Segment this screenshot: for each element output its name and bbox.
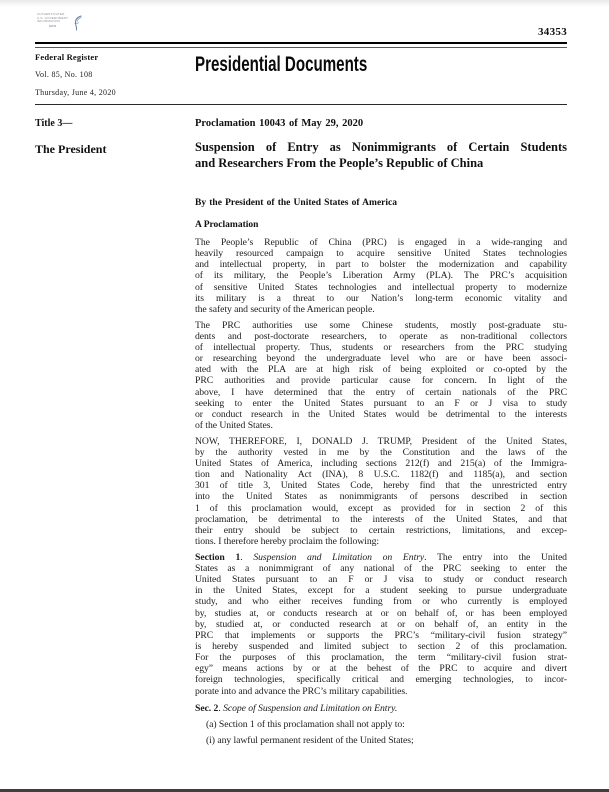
text-line: above, I have determined that the entry of certain nationals of the PRC [195, 386, 567, 398]
text-line: seeking to enter the United States pursuant to an F or J visa to study [195, 397, 567, 409]
the-president-label: The President [35, 142, 107, 156]
body-paragraph [195, 703, 567, 714]
text-line: ated with the PLA are at high risk of being exploited or co-opted by the [195, 364, 567, 376]
text-line: United States of America, including sections 212(f) and 215(a) of the Immigra- [195, 457, 567, 469]
text-line: their entry should be subject to certain restrictions, limitations, and excep- [195, 524, 567, 536]
text-line: NOW, THEREFORE, I, DONALD J. TRUMP, President of the United States, [195, 435, 567, 447]
text-line: proclamation, be detrimental to the interests of the United States, and that [195, 513, 567, 525]
text-line: (a) Section 1 of this proclamation shall not apply to: [206, 718, 405, 730]
document-title [195, 139, 567, 171]
text-line: tion and Nationality Act (INA), 8 U.S.C. 1182(f) and 1185(a), and section [195, 469, 567, 481]
proclamation-number-line: Proclamation 10043 of May 29, 2020 [195, 118, 364, 129]
proclamation-subheading: A Proclamation [195, 220, 259, 230]
text-line: PRC that implements or supports the PRC’s “military-civil fusion strategy” [195, 629, 567, 641]
text-line: States as a nonimmigrant of any national of the PRC seeking to enter the [195, 562, 567, 574]
text-line: 301 of title 3, United States Code, hereby find that the unrestricted entry [195, 480, 567, 492]
text-line: porate into and advance the PRC’s military capabilities. [195, 685, 408, 697]
text-line: of the United States. [195, 420, 273, 431]
gpo-label: GPO [49, 23, 57, 28]
body-paragraph [195, 735, 567, 746]
masthead-bottom-rule [35, 104, 567, 105]
text-line: of sensitive United States technologies and intellectual property to modernize [195, 281, 567, 293]
text-line: (i) any lawful permanent resident of the United States; [206, 735, 414, 747]
text-line: The PRC authorities use some Chinese students, mostly post-graduate stu- [195, 319, 567, 331]
text-line: by the authority vested in me by the Constitution and the laws of the [195, 446, 567, 458]
masthead-edition-block [35, 52, 195, 97]
text-line: Sec. 2. Scope of Suspension and Limitation on Entry. [195, 702, 398, 714]
title-3-label: Title 3— [35, 118, 73, 129]
text-line: For the purposes of this proclamation, the term “military-civil fusion strat- [195, 652, 567, 664]
text-line: and Researchers From the People’s Republic of China [195, 156, 484, 170]
byline: By the President of the United States of America [195, 198, 397, 208]
text-line: or researching beyond the undergraduate level who are or have been associ- [195, 353, 567, 365]
masthead [35, 52, 567, 97]
body-paragraph [195, 552, 567, 697]
text-line: by, studies at, or conducts research at or on behalf of, or has been employed [195, 607, 567, 619]
text-line: 1 of this proclamation would, except as provided for in section 2 of this [195, 502, 567, 514]
text-line: heavily resourced campaign to acquire sensitive United States technologies [195, 248, 567, 260]
gpo-eagle-icon [70, 10, 83, 36]
masthead-top-rule [35, 42, 567, 48]
gpo-authenticated-text: AUTHENTICATED U.S. GOVERNMENT INFORMATION GPO [37, 12, 69, 28]
publication-name: Federal Register [35, 52, 99, 62]
text-line: of its military, the People’s Liberation Army (PLA). The PRC’s acquisition [195, 270, 567, 282]
text-line: into the United States as nonimmigrants of persons described in section [195, 491, 567, 503]
body-paragraph [195, 320, 567, 432]
text-line: foreign technologies, specifically critical and emerging technologies, to incor- [195, 674, 567, 686]
page-top-edge [0, 0, 609, 7]
text-line: tions. I therefore hereby proclaim the following: [195, 536, 380, 548]
sidebar-column [35, 114, 195, 746]
body-paragraph [195, 237, 567, 315]
document-body-grid [35, 114, 567, 746]
text-line: is hereby suspended and limited subject to section 2 of this proclamation. [195, 640, 567, 652]
text-line: PRC authorities and provide particular cause for concern. In light of the [195, 375, 567, 387]
date-line: Thursday, June 4, 2020 [35, 87, 116, 97]
text-line: dents and post-doctorate researchers, to operate as non-traditional collectors [195, 330, 567, 342]
body-paragraph [195, 436, 567, 548]
section-heading: Presidential Documents [195, 53, 368, 76]
text-line: study, and who either receives funding from or who currently is employed [195, 596, 567, 608]
gpo-authenticated-logo [37, 10, 83, 36]
text-line: Section 1. Suspension and Limitation on Entry. The entry into the United [195, 551, 567, 563]
text-line: or conduct research in the United States would be detrimental to the interests [195, 408, 567, 420]
text-line: egy” means actions by or at the behest of the PRC to acquire and divert [195, 663, 567, 675]
text-line: the safety and security of the American people. [195, 303, 375, 315]
page-number: 34353 [538, 26, 567, 38]
text-line: The People’s Republic of China (PRC) is engaged in a wide-ranging and [195, 237, 567, 248]
content-column [195, 114, 567, 746]
text-line: its military is a threat to our Nation’s long-term economic vitality and [195, 292, 567, 304]
text-line: United States pursuant to an F or J visa to study or conduct research [195, 574, 567, 586]
text-line: in the United States, except for a student seeking to pursue undergraduate [195, 585, 567, 597]
text-line: of intellectual property. Thus, students or researchers from the PRC studying [195, 341, 567, 353]
body-text [195, 237, 567, 746]
body-paragraph [195, 719, 567, 730]
volume-line: Vol. 85, No. 108 [35, 70, 93, 79]
text-line: and intellectual property, in part to bolster the modernization and capability [195, 259, 567, 271]
text-line: by, studied at, or conducted research at or on behalf of, an entity in the [195, 618, 567, 630]
text-line: Suspension of Entry as Nonimmigrants of Certain Students [195, 140, 567, 154]
